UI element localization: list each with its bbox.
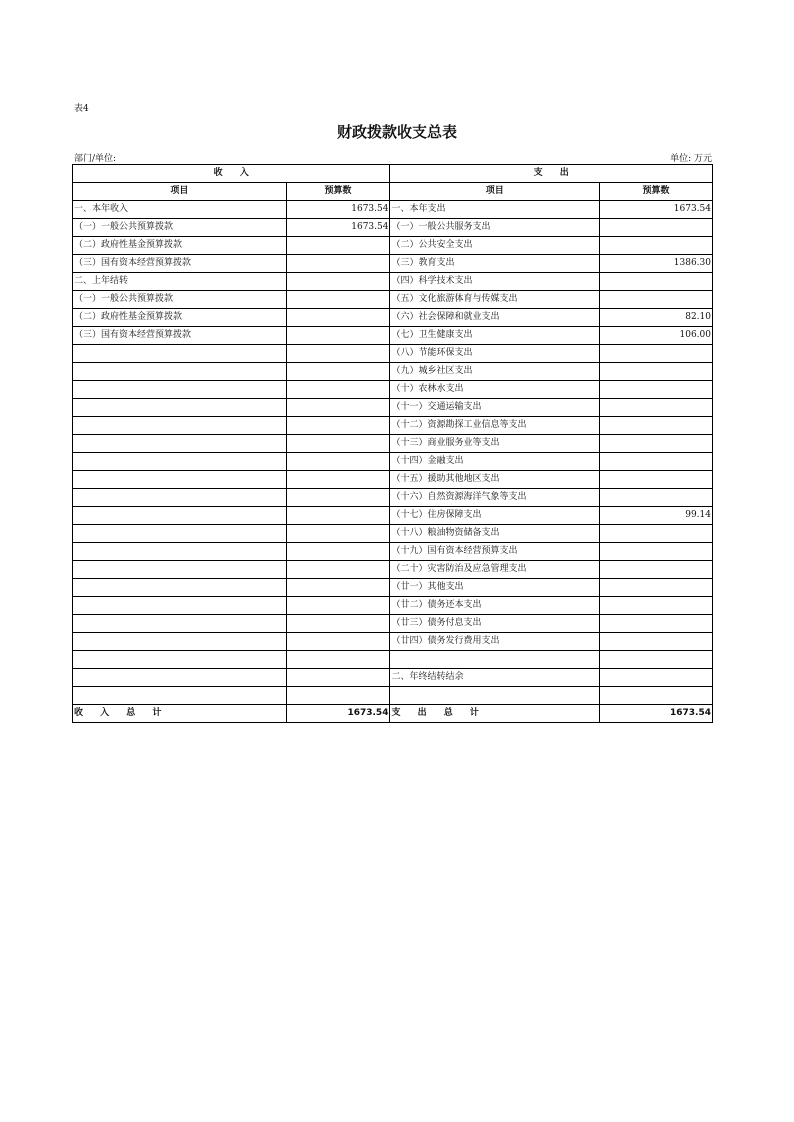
table-row xyxy=(73,687,713,705)
expense-item-cell: （十六）自然资源海洋气象等支出 xyxy=(390,489,600,507)
income-value-cell xyxy=(286,525,390,543)
expense-value-cell xyxy=(600,525,713,543)
expense-value-cell xyxy=(600,687,713,705)
income-value-cell xyxy=(286,489,390,507)
income-value-cell xyxy=(286,417,390,435)
income-total-value: 1673.54 xyxy=(286,705,390,723)
expense-item-cell: （十）农林水支出 xyxy=(390,381,600,399)
table-row xyxy=(73,399,713,417)
income-value-cell xyxy=(286,543,390,561)
expense-value-cell xyxy=(600,633,713,651)
income-item-cell xyxy=(73,417,287,435)
income-item-cell: 一、本年收入 xyxy=(73,201,287,219)
expense-value-cell xyxy=(600,561,713,579)
income-item-cell: 二、上年结转 xyxy=(73,273,287,291)
income-item-cell xyxy=(73,651,287,669)
income-value-cell xyxy=(286,273,390,291)
income-item-cell xyxy=(73,561,287,579)
income-item-cell xyxy=(73,453,287,471)
income-item-header: 项目 xyxy=(73,183,287,201)
table-row xyxy=(73,453,713,471)
expense-value-cell: 82.10 xyxy=(600,309,713,327)
expense-value-cell xyxy=(600,291,713,309)
table-row xyxy=(73,255,713,273)
income-group-header: 收 入 xyxy=(73,165,390,183)
income-value-cell xyxy=(286,381,390,399)
table-row xyxy=(73,309,713,327)
income-value-cell xyxy=(286,291,390,309)
table-row xyxy=(73,345,713,363)
expense-value-cell xyxy=(600,345,713,363)
table-row xyxy=(73,669,713,687)
income-value-cell xyxy=(286,561,390,579)
table-row xyxy=(73,417,713,435)
expense-item-header: 项目 xyxy=(390,183,600,201)
expense-item-cell: （廿三）债务付息支出 xyxy=(390,615,600,633)
expense-item-cell: （十五）援助其他地区支出 xyxy=(390,471,600,489)
income-budget-header: 预算数 xyxy=(286,183,390,201)
income-item-cell xyxy=(73,363,287,381)
expense-item-cell: （九）城乡社区支出 xyxy=(390,363,600,381)
table-row xyxy=(73,219,713,237)
table-row xyxy=(73,489,713,507)
income-item-cell: （二）政府性基金预算拨款 xyxy=(73,309,287,327)
expense-item-cell xyxy=(390,687,600,705)
table-row xyxy=(73,525,713,543)
income-value-cell xyxy=(286,237,390,255)
page-title: 财政拨款收支总表 xyxy=(336,123,457,141)
expense-value-cell: 106.00 xyxy=(600,327,713,345)
income-item-cell: （一）一般公共预算拨款 xyxy=(73,291,287,309)
expense-value-cell xyxy=(600,669,713,687)
expense-value-cell xyxy=(600,489,713,507)
table-number: 表4 xyxy=(74,104,89,114)
table-row xyxy=(73,471,713,489)
income-value-cell xyxy=(286,615,390,633)
table-row xyxy=(73,579,713,597)
table-row xyxy=(73,543,713,561)
expense-item-cell: （七）卫生健康支出 xyxy=(390,327,600,345)
expense-value-cell xyxy=(600,237,713,255)
expense-item-cell: （十四）金融支出 xyxy=(390,453,600,471)
expense-value-cell xyxy=(600,597,713,615)
expense-item-cell: （廿四）债务发行费用支出 xyxy=(390,633,600,651)
expense-value-cell xyxy=(600,363,713,381)
budget-table xyxy=(72,164,713,723)
table-row xyxy=(73,597,713,615)
expense-value-cell xyxy=(600,579,713,597)
income-item-cell xyxy=(73,435,287,453)
expense-item-cell: （十八）粮油物资储备支出 xyxy=(390,525,600,543)
expense-value-cell xyxy=(600,543,713,561)
expense-value-cell xyxy=(600,435,713,453)
expense-budget-header: 预算数 xyxy=(600,183,713,201)
income-value-cell xyxy=(286,687,390,705)
expense-value-cell: 99.14 xyxy=(600,507,713,525)
expense-item-cell: （五）文化旅游体育与传媒支出 xyxy=(390,291,600,309)
expense-item-cell: （一）一般公共服务支出 xyxy=(390,219,600,237)
income-value-cell xyxy=(286,363,390,381)
expense-item-cell: （二十）灾害防治及应急管理支出 xyxy=(390,561,600,579)
income-value-cell xyxy=(286,399,390,417)
expense-value-cell xyxy=(600,651,713,669)
income-item-cell xyxy=(73,489,287,507)
expense-item-cell: （三）教育支出 xyxy=(390,255,600,273)
expense-item-cell: （四）科学技术支出 xyxy=(390,273,600,291)
expense-item-cell: （十一）交通运输支出 xyxy=(390,399,600,417)
income-value-cell xyxy=(286,633,390,651)
income-value-cell: 1673.54 xyxy=(286,219,390,237)
expense-item-cell: （十九）国有资本经营预算支出 xyxy=(390,543,600,561)
expense-item-cell: 一、本年支出 xyxy=(390,201,600,219)
income-item-cell xyxy=(73,525,287,543)
income-item-cell: （二）政府性基金预算拨款 xyxy=(73,237,287,255)
income-value-cell: 1673.54 xyxy=(286,201,390,219)
income-item-cell xyxy=(73,687,287,705)
table-row xyxy=(73,435,713,453)
income-value-cell xyxy=(286,435,390,453)
expense-value-cell xyxy=(600,453,713,471)
expense-item-cell: （二）公共安全支出 xyxy=(390,237,600,255)
income-item-cell xyxy=(73,597,287,615)
income-value-cell xyxy=(286,255,390,273)
expense-value-cell: 1386.30 xyxy=(600,255,713,273)
income-value-cell xyxy=(286,579,390,597)
expense-item-cell: （十三）商业服务业等支出 xyxy=(390,435,600,453)
totals-row xyxy=(73,705,713,723)
expense-item-cell: （廿一）其他支出 xyxy=(390,579,600,597)
expense-value-cell: 1673.54 xyxy=(600,201,713,219)
table-row xyxy=(73,561,713,579)
expense-value-cell xyxy=(600,417,713,435)
expense-value-cell xyxy=(600,273,713,291)
expense-value-cell xyxy=(600,381,713,399)
expense-total-label: 支 出 总 计 xyxy=(390,705,600,723)
table-row xyxy=(73,615,713,633)
income-item-cell xyxy=(73,399,287,417)
income-total-label: 收 入 总 计 xyxy=(73,705,287,723)
income-item-cell xyxy=(73,345,287,363)
expense-item-cell: （十二）资源勘探工业信息等支出 xyxy=(390,417,600,435)
table-row xyxy=(73,633,713,651)
expense-item-cell: （廿二）债务还本支出 xyxy=(390,597,600,615)
expense-value-cell xyxy=(600,219,713,237)
table-row xyxy=(73,363,713,381)
income-item-cell xyxy=(73,633,287,651)
expense-item-cell: 二、年终结转结余 xyxy=(390,669,600,687)
table-row xyxy=(73,381,713,399)
income-item-cell: （一）一般公共预算拨款 xyxy=(73,219,287,237)
income-value-cell xyxy=(286,651,390,669)
income-item-cell xyxy=(73,579,287,597)
table-row xyxy=(73,237,713,255)
table-row xyxy=(73,201,713,219)
expense-item-cell: （十七）住房保障支出 xyxy=(390,507,600,525)
income-value-cell xyxy=(286,669,390,687)
income-item-cell: （三）国有资本经营预算拨款 xyxy=(73,255,287,273)
income-item-cell xyxy=(73,543,287,561)
expense-value-cell xyxy=(600,615,713,633)
unit-label: 单位: 万元 xyxy=(670,154,712,164)
table-row xyxy=(73,651,713,669)
expense-value-cell xyxy=(600,471,713,489)
income-value-cell xyxy=(286,597,390,615)
table-row xyxy=(73,273,713,291)
income-item-cell xyxy=(73,507,287,525)
table-row xyxy=(73,327,713,345)
income-item-cell xyxy=(73,615,287,633)
income-item-cell: （三）国有资本经营预算拨款 xyxy=(73,327,287,345)
dept-label: 部门/单位: xyxy=(74,154,117,164)
table-row xyxy=(73,507,713,525)
expense-group-header: 支 出 xyxy=(390,165,713,183)
expense-item-cell xyxy=(390,651,600,669)
income-item-cell xyxy=(73,669,287,687)
income-value-cell xyxy=(286,507,390,525)
column-header-row xyxy=(73,183,713,201)
income-item-cell xyxy=(73,471,287,489)
expense-item-cell: （六）社会保障和就业支出 xyxy=(390,309,600,327)
income-value-cell xyxy=(286,327,390,345)
expense-item-cell: （八）节能环保支出 xyxy=(390,345,600,363)
group-header-row xyxy=(73,165,713,183)
income-value-cell xyxy=(286,309,390,327)
income-item-cell xyxy=(73,381,287,399)
expense-value-cell xyxy=(600,399,713,417)
income-value-cell xyxy=(286,345,390,363)
expense-total-value: 1673.54 xyxy=(600,705,713,723)
income-value-cell xyxy=(286,453,390,471)
income-value-cell xyxy=(286,471,390,489)
table-row xyxy=(73,291,713,309)
